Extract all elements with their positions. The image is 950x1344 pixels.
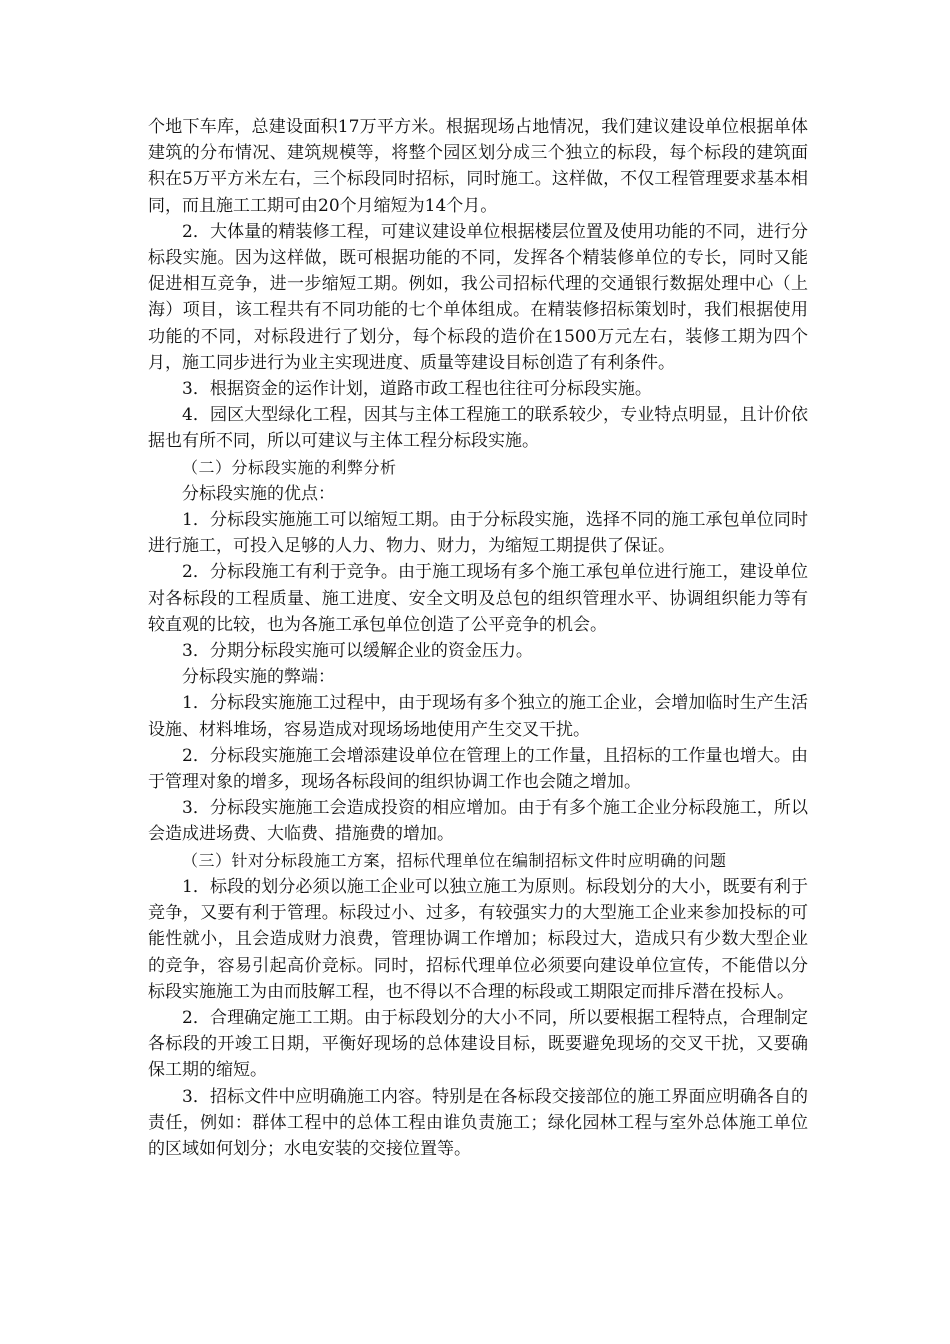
paragraph-disadvantages-intro: 分标段实施的弊端： — [182, 667, 335, 688]
paragraph-issue-2: 2．合理确定施工工期。由于标段划分的大小不同，所以要根据工程特点，合理制定各标段的开竣工日期，平衡好现场的总体建设目标，既要避免现场的交叉干扰，又要确保工期的缩短。 — [148, 1007, 808, 1081]
paragraph-issue-1: 1．标段的划分必须以施工企业可以独立施工为原则。标段划分的大小，既要有利于竞争，又要有利于管理。标段过小、过多，有较强实力的大型施工企业来参加投标的可能性就小，且会造成财力浪费，管理协调工作增加；标段过大，造成只有少数大型企业的竞争，容易引起高价竞标。同时，招标代理单位必须要向建设单位宣传，不能借以分标段实施施工为由而肢解工程，也不得以不合理的标段或工期限定而排斥潜在投标人。 — [148, 876, 808, 1002]
paragraph-item-4-greening: 4．园区大型绿化工程，因其与主体工程施工的联系较少，专业特点明显，且计价依据也有所不同，所以可建议与主体工程分标段实施。 — [148, 405, 808, 452]
paragraph-advantage-1: 1．分标段实施施工可以缩短工期。由于分标段实施，选择不同的施工承包单位同时进行施工，可投入足够的人力、物力、财力，为缩短工期提供了保证。 — [148, 510, 808, 557]
paragraph-issue-3: 3．招标文件中应明确施工内容。特别是在各标段交接部位的施工界面应明确各自的责任，例如：群体工程中的总体工程由谁负责施工；绿化园林工程与室外总体施工单位的区域如何划分；水电安装的交接位置等。 — [148, 1086, 808, 1159]
paragraph-advantage-2: 2．分标段施工有利于竞争。由于施工现场有多个施工承包单位进行施工，建设单位对各标段的工程质量、施工进度、安全文明及总包的组织管理水平、协调组织能力等有较直观的比较，也为各施工承包单位创造了公平竞争的机会。 — [148, 562, 808, 635]
paragraph-disadvantage-2: 2．分标段实施施工会增添建设单位在管理上的工作量，且招标的工作量也增大。由于管理对象的增多，现场各标段间的组织协调工作也会随之增加。 — [148, 745, 808, 793]
paragraph-item-3-roads: 3．根据资金的运作计划，道路市政工程也往往可分标段实施。 — [182, 379, 652, 400]
section-heading-2: （二）分标段实施的利弊分析 — [182, 457, 397, 477]
paragraph-advantages-intro: 分标段实施的优点： — [182, 483, 335, 504]
paragraph-advantage-3: 3．分期分标段实施可以缓解企业的资金压力。 — [182, 641, 533, 662]
document-page — [148, 114, 808, 1162]
paragraph-disadvantage-1: 1．分标段实施施工过程中，由于现场有多个独立的施工企业，会增加临时生产生活设施、材料堆场，容易造成对现场场地使用产生交叉干扰。 — [148, 693, 808, 740]
section-heading-3: （三）针对分标段施工方案，招标代理单位在编制招标文件时应明确的问题 — [182, 850, 727, 870]
paragraph-continuation: 个地下车库，总建设面积17万平方米。根据现场占地情况，我们建议建设单位根据单体建筑的分布情况、建筑规模等，将整个园区划分成三个独立的标段，每个标段的建筑面积在5万平方米左右，三个标段同时招标，同时施工。这样做，不仅工程管理要求基本相同，而且施工工期可由20个月缩短为14个月。 — [148, 117, 808, 216]
paragraph-item-2-fitout: 2．大体量的精装修工程，可建议建设单位根据楼层位置及使用功能的不同，进行分标段实施。因为这样做，既可根据功能的不同，发挥各个精装修单位的专长，同时又能促进相互竞争，进一步缩短工期。例如，我公司招标代理的交通银行数据处理中心（上海）项目，该工程共有不同功能的七个单体组成。在精装修招标策划时，我们根据使用功能的不同，对标段进行了划分，每个标段的造价在1500万元左右，装修工期为四个月，施工同步进行为业主实现进度、质量等建设目标创造了有利条件。 — [148, 221, 808, 373]
paragraph-disadvantage-3: 3．分标段实施施工会造成投资的相应增加。由于有多个施工企业分标段施工，所以会造成进场费、大临费、措施费的增加。 — [148, 798, 808, 845]
